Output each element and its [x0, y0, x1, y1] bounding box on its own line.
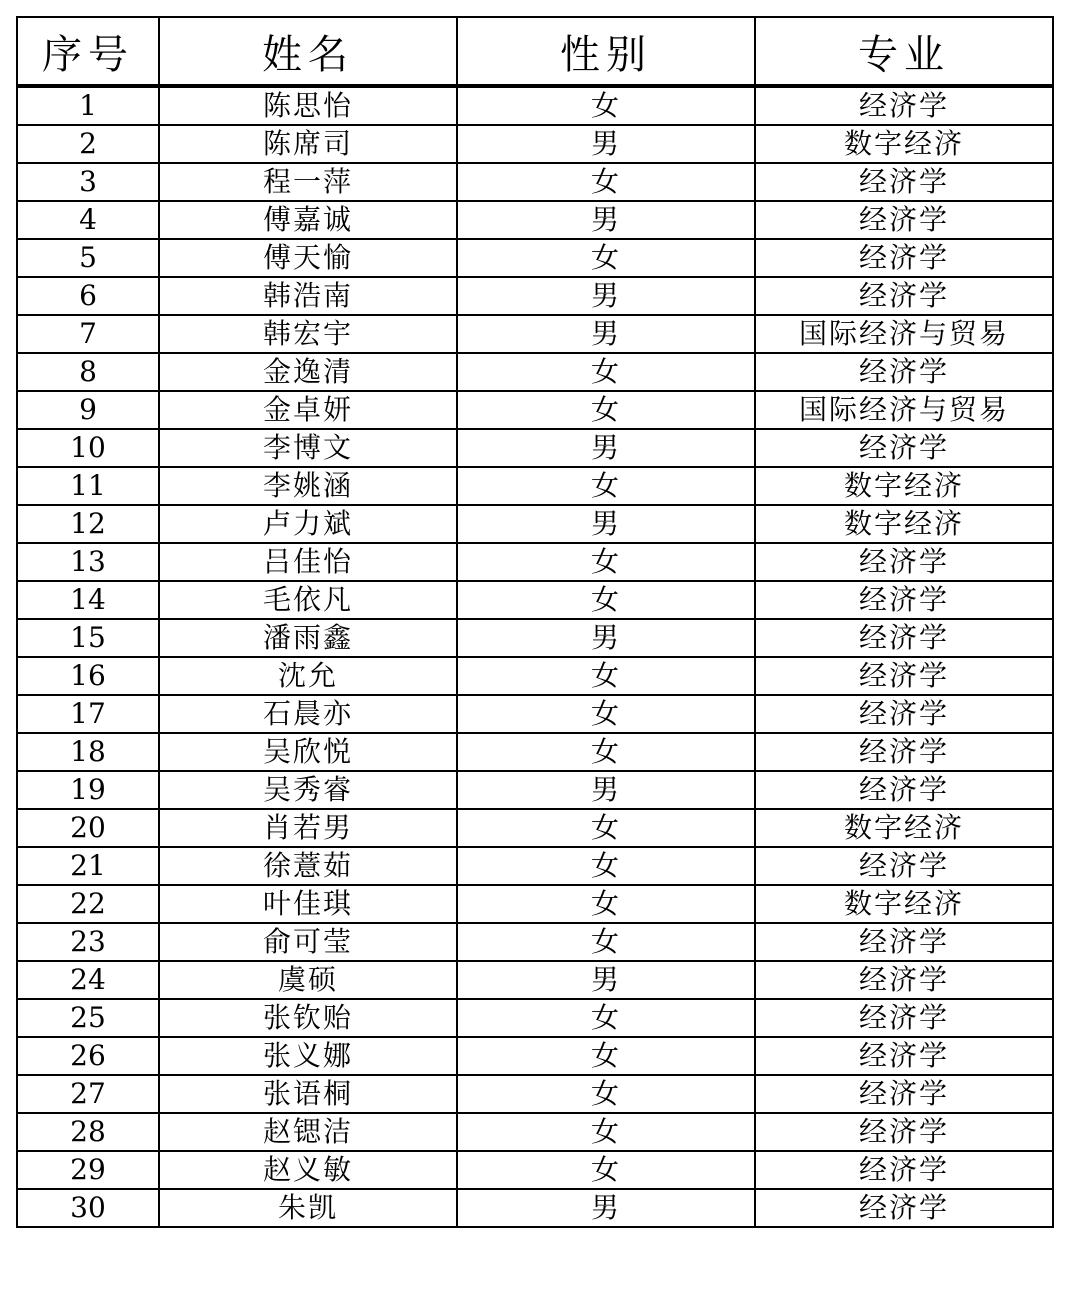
- cell-name: 程一萍: [159, 163, 457, 201]
- table-row: [17, 847, 1053, 885]
- cell-major: 经济学: [755, 1189, 1053, 1227]
- table-row: [17, 86, 1053, 125]
- cell-index: 13: [17, 543, 159, 581]
- cell-name: 潘雨鑫: [159, 619, 457, 657]
- cell-major: 经济学: [755, 543, 1053, 581]
- cell-index: 2: [17, 125, 159, 163]
- cell-name: 赵义敏: [159, 1151, 457, 1189]
- table-row: [17, 277, 1053, 315]
- cell-major: 经济学: [755, 353, 1053, 391]
- cell-index: 17: [17, 695, 159, 733]
- cell-gender: 女: [457, 163, 755, 201]
- cell-major: 经济学: [755, 961, 1053, 999]
- cell-gender: 男: [457, 505, 755, 543]
- cell-major: 经济学: [755, 999, 1053, 1037]
- cell-index: 1: [17, 86, 159, 125]
- cell-index: 18: [17, 733, 159, 771]
- cell-index: 4: [17, 201, 159, 239]
- cell-gender: 女: [457, 353, 755, 391]
- header-gender: 性别: [457, 17, 755, 86]
- cell-index: 6: [17, 277, 159, 315]
- cell-name: 陈思怡: [159, 86, 457, 125]
- table-row: [17, 467, 1053, 505]
- cell-index: 9: [17, 391, 159, 429]
- cell-index: 7: [17, 315, 159, 353]
- cell-gender: 女: [457, 391, 755, 429]
- cell-index: 26: [17, 1037, 159, 1075]
- table-row: [17, 619, 1053, 657]
- cell-major: 经济学: [755, 1075, 1053, 1113]
- table-row: [17, 543, 1053, 581]
- cell-gender: 女: [457, 809, 755, 847]
- cell-gender: 女: [457, 695, 755, 733]
- cell-name: 吕佳怡: [159, 543, 457, 581]
- cell-gender: 女: [457, 1075, 755, 1113]
- cell-index: 10: [17, 429, 159, 467]
- table-row: [17, 1151, 1053, 1189]
- cell-name: 韩宏宇: [159, 315, 457, 353]
- cell-index: 29: [17, 1151, 159, 1189]
- cell-name: 叶佳琪: [159, 885, 457, 923]
- cell-name: 金卓妍: [159, 391, 457, 429]
- cell-major: 国际经济与贸易: [755, 391, 1053, 429]
- cell-major: 经济学: [755, 429, 1053, 467]
- cell-gender: 男: [457, 315, 755, 353]
- cell-gender: 男: [457, 771, 755, 809]
- cell-index: 19: [17, 771, 159, 809]
- cell-index: 24: [17, 961, 159, 999]
- cell-gender: 男: [457, 125, 755, 163]
- header-row: [17, 17, 1053, 86]
- table-row: [17, 771, 1053, 809]
- cell-name: 毛依凡: [159, 581, 457, 619]
- cell-major: 经济学: [755, 771, 1053, 809]
- header-name: 姓名: [159, 17, 457, 86]
- cell-major: 数字经济: [755, 467, 1053, 505]
- cell-index: 20: [17, 809, 159, 847]
- cell-major: 经济学: [755, 239, 1053, 277]
- cell-name: 沈允: [159, 657, 457, 695]
- table-row: [17, 885, 1053, 923]
- cell-gender: 男: [457, 961, 755, 999]
- cell-gender: 女: [457, 847, 755, 885]
- table-row: [17, 505, 1053, 543]
- cell-index: 22: [17, 885, 159, 923]
- cell-name: 虞硕: [159, 961, 457, 999]
- cell-index: 28: [17, 1113, 159, 1151]
- table-row: [17, 163, 1053, 201]
- cell-major: 经济学: [755, 733, 1053, 771]
- cell-index: 16: [17, 657, 159, 695]
- cell-gender: 男: [457, 201, 755, 239]
- cell-major: 经济学: [755, 163, 1053, 201]
- cell-name: 张钦贻: [159, 999, 457, 1037]
- cell-gender: 男: [457, 429, 755, 467]
- cell-major: 经济学: [755, 86, 1053, 125]
- cell-name: 肖若男: [159, 809, 457, 847]
- cell-index: 3: [17, 163, 159, 201]
- cell-gender: 女: [457, 1151, 755, 1189]
- table-row: [17, 315, 1053, 353]
- cell-major: 经济学: [755, 581, 1053, 619]
- header-major: 专业: [755, 17, 1053, 86]
- cell-index: 12: [17, 505, 159, 543]
- table-row: [17, 391, 1053, 429]
- cell-name: 赵锶洁: [159, 1113, 457, 1151]
- cell-name: 吴秀睿: [159, 771, 457, 809]
- table-row: [17, 695, 1053, 733]
- table-row: [17, 201, 1053, 239]
- cell-gender: 男: [457, 619, 755, 657]
- header-index: 序号: [17, 17, 159, 86]
- cell-index: 27: [17, 1075, 159, 1113]
- cell-gender: 女: [457, 239, 755, 277]
- table-row: [17, 239, 1053, 277]
- cell-index: 5: [17, 239, 159, 277]
- cell-gender: 女: [457, 543, 755, 581]
- cell-name: 傅天愉: [159, 239, 457, 277]
- cell-gender: 女: [457, 1037, 755, 1075]
- cell-major: 经济学: [755, 847, 1053, 885]
- table-body: [17, 86, 1053, 1227]
- cell-major: 数字经济: [755, 125, 1053, 163]
- cell-gender: 女: [457, 733, 755, 771]
- table-row: [17, 1113, 1053, 1151]
- table-row: [17, 961, 1053, 999]
- cell-major: 国际经济与贸易: [755, 315, 1053, 353]
- cell-index: 23: [17, 923, 159, 961]
- cell-gender: 女: [457, 923, 755, 961]
- cell-major: 经济学: [755, 657, 1053, 695]
- cell-gender: 女: [457, 1113, 755, 1151]
- cell-major: 数字经济: [755, 809, 1053, 847]
- cell-gender: 女: [457, 467, 755, 505]
- table-row: [17, 125, 1053, 163]
- table-row: [17, 1189, 1053, 1227]
- cell-name: 卢力斌: [159, 505, 457, 543]
- cell-name: 傅嘉诚: [159, 201, 457, 239]
- table-row: [17, 657, 1053, 695]
- table-row: [17, 429, 1053, 467]
- cell-name: 俞可莹: [159, 923, 457, 961]
- cell-name: 吴欣悦: [159, 733, 457, 771]
- cell-major: 经济学: [755, 695, 1053, 733]
- cell-index: 14: [17, 581, 159, 619]
- cell-name: 陈席司: [159, 125, 457, 163]
- cell-name: 李博文: [159, 429, 457, 467]
- table-row: [17, 581, 1053, 619]
- cell-gender: 女: [457, 86, 755, 125]
- cell-major: 数字经济: [755, 505, 1053, 543]
- cell-name: 石晨亦: [159, 695, 457, 733]
- cell-name: 韩浩南: [159, 277, 457, 315]
- cell-index: 30: [17, 1189, 159, 1227]
- cell-index: 25: [17, 999, 159, 1037]
- cell-name: 张语桐: [159, 1075, 457, 1113]
- table-row: [17, 923, 1053, 961]
- cell-major: 经济学: [755, 1113, 1053, 1151]
- table-row: [17, 353, 1053, 391]
- cell-major: 经济学: [755, 619, 1053, 657]
- cell-major: 数字经济: [755, 885, 1053, 923]
- cell-gender: 女: [457, 885, 755, 923]
- cell-gender: 女: [457, 581, 755, 619]
- table-row: [17, 1037, 1053, 1075]
- cell-major: 经济学: [755, 277, 1053, 315]
- cell-major: 经济学: [755, 1151, 1053, 1189]
- cell-major: 经济学: [755, 923, 1053, 961]
- cell-gender: 女: [457, 657, 755, 695]
- cell-gender: 男: [457, 1189, 755, 1227]
- cell-name: 张义娜: [159, 1037, 457, 1075]
- student-roster-table: [16, 16, 1054, 1228]
- cell-name: 李姚涵: [159, 467, 457, 505]
- cell-index: 8: [17, 353, 159, 391]
- table-row: [17, 733, 1053, 771]
- cell-name: 徐薏茹: [159, 847, 457, 885]
- cell-name: 朱凯: [159, 1189, 457, 1227]
- table-row: [17, 809, 1053, 847]
- table-row: [17, 999, 1053, 1037]
- cell-index: 21: [17, 847, 159, 885]
- cell-major: 经济学: [755, 201, 1053, 239]
- cell-major: 经济学: [755, 1037, 1053, 1075]
- cell-index: 15: [17, 619, 159, 657]
- cell-gender: 女: [457, 999, 755, 1037]
- cell-gender: 男: [457, 277, 755, 315]
- table-header: [17, 17, 1053, 86]
- cell-name: 金逸清: [159, 353, 457, 391]
- cell-index: 11: [17, 467, 159, 505]
- table-row: [17, 1075, 1053, 1113]
